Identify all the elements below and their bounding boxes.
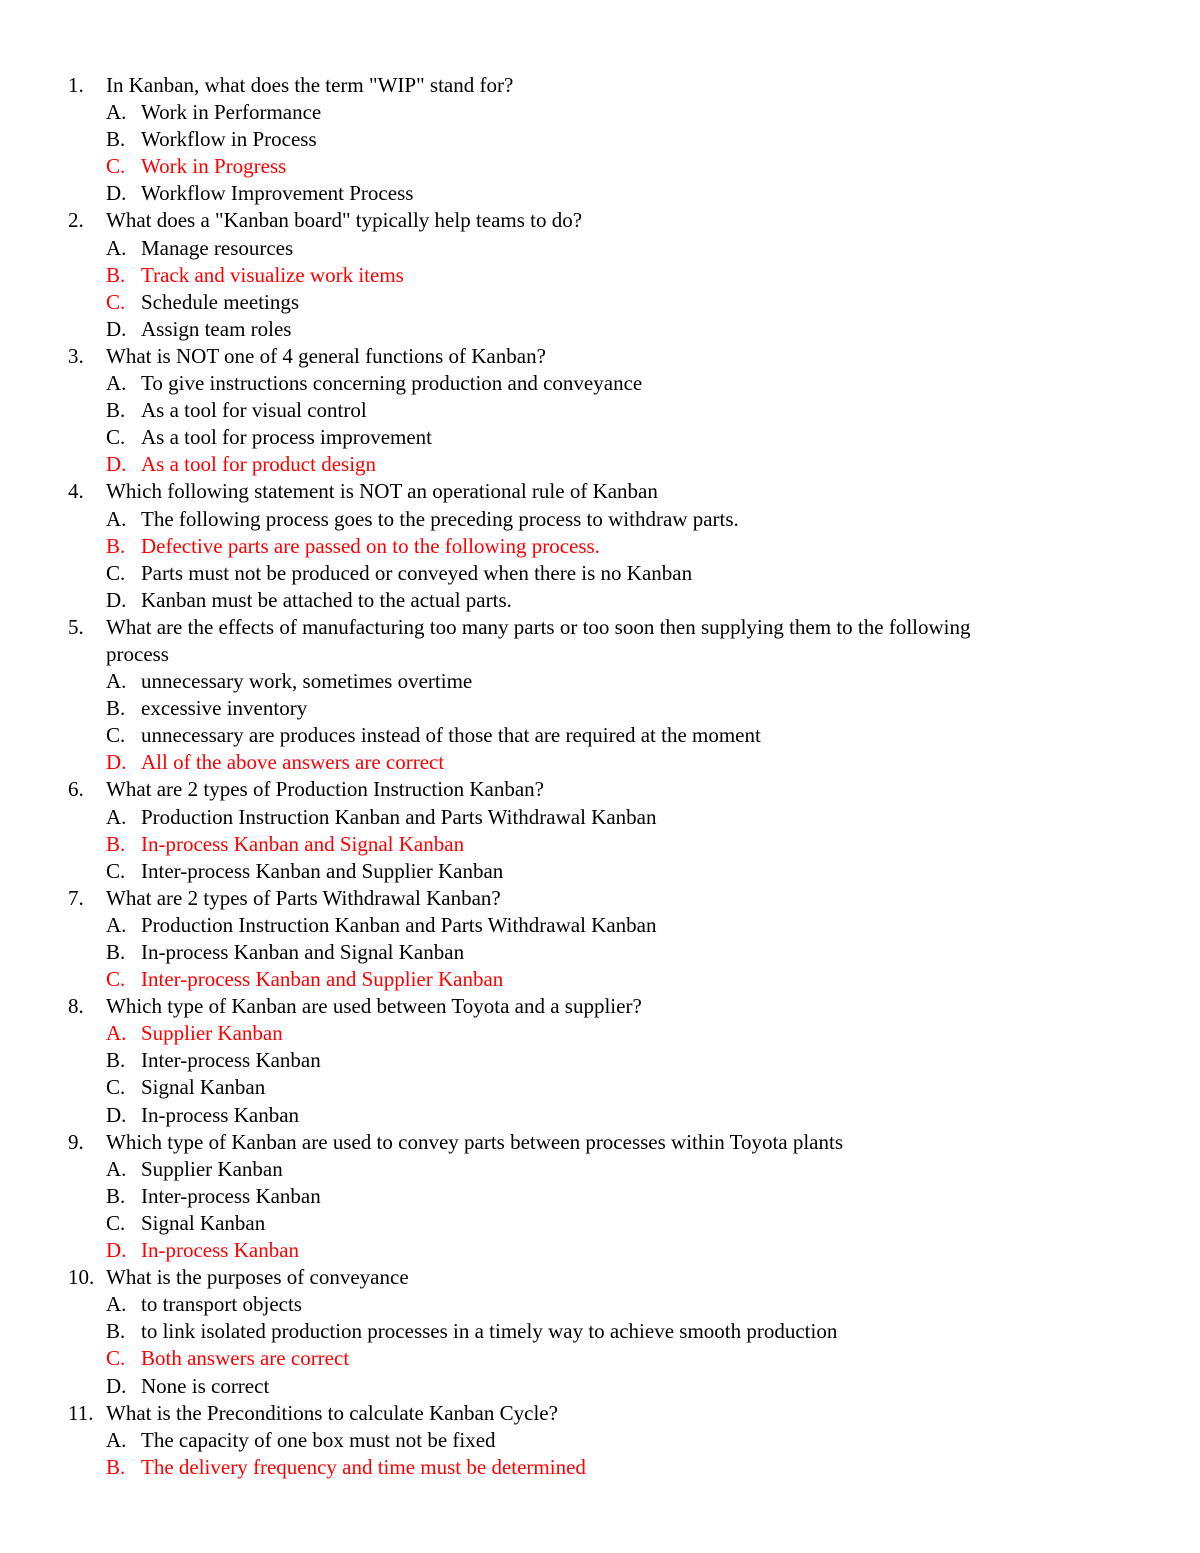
- question-line: [0, 207, 1200, 234]
- option-text: Workflow Improvement Process: [141, 181, 414, 206]
- option-text: In-process Kanban: [141, 1102, 300, 1127]
- option-line: [0, 1237, 1200, 1264]
- question-line: [0, 343, 1200, 370]
- option-text: In-process Kanban and Signal Kanban: [141, 940, 465, 964]
- option-letter: C.: [106, 289, 126, 314]
- option-text: In-process Kanban and Signal Kanban: [141, 831, 465, 856]
- question-number: 9.: [68, 1129, 84, 1154]
- option-line: [0, 587, 1200, 614]
- question-number: 10.: [68, 1265, 95, 1290]
- option-letter: D.: [106, 1102, 127, 1127]
- option-line: [0, 912, 1200, 939]
- option-letter: B.: [106, 1183, 126, 1208]
- option-line: [0, 1373, 1200, 1400]
- question-line: [0, 776, 1200, 803]
- option-text: Inter-process Kanban: [141, 1048, 321, 1073]
- option-line: [0, 1345, 1200, 1372]
- option-text: Signal Kanban: [141, 1210, 266, 1235]
- option-letter: D.: [106, 750, 127, 775]
- question-number: 2.: [68, 208, 84, 233]
- option-line: [0, 397, 1200, 424]
- option-text: The following process goes to the preceding process to withdraw parts.: [141, 506, 739, 531]
- option-letter: B.: [106, 398, 126, 423]
- option-letter: A.: [106, 669, 127, 694]
- option-text: Workflow in Process: [141, 127, 317, 152]
- option-line: [0, 1427, 1200, 1454]
- option-line: [0, 262, 1200, 289]
- option-line: [0, 1183, 1200, 1210]
- question-line: [0, 1264, 1200, 1291]
- question-text: process: [106, 641, 169, 666]
- option-line: [0, 1020, 1200, 1047]
- option-text: The capacity of one box must not be fixed: [141, 1427, 496, 1452]
- option-letter: A.: [106, 1156, 127, 1181]
- option-letter: A.: [106, 1292, 127, 1317]
- option-letter: C.: [106, 560, 126, 585]
- option-line: [0, 749, 1200, 776]
- option-text: As a tool for product design: [141, 452, 377, 477]
- option-text: Both answers are correct: [141, 1346, 350, 1371]
- option-letter: D.: [106, 181, 127, 206]
- option-text: The delivery frequency and time must be determined: [141, 1454, 586, 1479]
- option-text: Production Instruction Kanban and Parts Withdrawal Kanban: [141, 804, 657, 829]
- question-text: Which type of Kanban are used between Toyota and a supplier?: [106, 994, 642, 1019]
- option-line: [0, 235, 1200, 262]
- option-letter: B.: [106, 533, 126, 558]
- option-text: to link isolated production processes in a timely way to achieve smooth production: [141, 1319, 838, 1344]
- option-line: [0, 966, 1200, 993]
- option-line: [0, 126, 1200, 153]
- question-text: What is NOT one of 4 general functions of Kanban?: [106, 343, 546, 368]
- option-letter: C.: [106, 1346, 126, 1371]
- option-letter: C.: [106, 425, 126, 450]
- question-text: Which following statement is NOT an operational rule of Kanban: [106, 479, 658, 504]
- option-letter: D.: [106, 316, 127, 341]
- quiz-document: [0, 72, 1200, 1481]
- option-text: Inter-process Kanban and Supplier Kanban: [141, 967, 504, 992]
- option-line: [0, 153, 1200, 180]
- option-letter: A.: [106, 1427, 127, 1452]
- option-line: [0, 831, 1200, 858]
- option-text: In-process Kanban: [141, 1238, 300, 1263]
- option-text: Schedule meetings: [141, 289, 300, 314]
- option-text: Work in Progress: [141, 154, 287, 179]
- option-letter: A.: [106, 506, 127, 531]
- option-text: Signal Kanban: [141, 1075, 266, 1100]
- question-text: What are 2 types of Production Instruction Kanban?: [106, 777, 544, 802]
- option-letter: D.: [106, 587, 127, 612]
- option-letter: D.: [106, 1373, 127, 1398]
- option-text: Assign team roles: [141, 316, 292, 341]
- option-letter: C.: [106, 1075, 126, 1100]
- option-line: [0, 1291, 1200, 1318]
- question-text: What does a "Kanban board" typically help teams to do?: [106, 208, 583, 233]
- option-line: [0, 1318, 1200, 1345]
- option-text: Kanban must be attached to the actual parts.: [141, 587, 512, 612]
- option-letter: D.: [106, 452, 127, 477]
- question-number: 8.: [68, 994, 84, 1019]
- option-line: [0, 316, 1200, 343]
- option-text: unnecessary are produces instead of those that are required at the moment: [141, 723, 761, 748]
- option-text: Work in Performance: [141, 100, 322, 125]
- option-line: [0, 451, 1200, 478]
- option-line: [0, 506, 1200, 533]
- option-letter: B.: [106, 127, 126, 152]
- option-letter: B.: [106, 262, 126, 287]
- option-letter: B.: [106, 1048, 126, 1073]
- question-line: [0, 614, 1200, 641]
- option-line: [0, 289, 1200, 316]
- option-text: Inter-process Kanban: [141, 1183, 321, 1208]
- option-letter: A.: [106, 912, 127, 937]
- option-text: Production Instruction Kanban and Parts Withdrawal Kanban: [141, 912, 657, 937]
- question-number: 11.: [68, 1400, 94, 1425]
- question-text: What is the purposes of conveyance: [106, 1265, 409, 1290]
- option-text: Manage resources: [141, 235, 294, 260]
- option-text: As a tool for process improvement: [141, 425, 433, 450]
- option-letter: A.: [106, 100, 127, 125]
- question-number: 4.: [68, 479, 84, 504]
- option-text: Defective parts are passed on to the following process.: [141, 533, 600, 558]
- option-line: [0, 180, 1200, 207]
- option-line: [0, 533, 1200, 560]
- option-line: [0, 1074, 1200, 1101]
- option-line: [0, 1454, 1200, 1481]
- option-letter: B.: [106, 1454, 126, 1479]
- option-letter: A.: [106, 804, 127, 829]
- option-line: [0, 722, 1200, 749]
- option-letter: C.: [106, 154, 126, 179]
- option-letter: B.: [106, 940, 126, 964]
- question-line: [0, 1129, 1200, 1156]
- question-line: [0, 1400, 1200, 1427]
- option-line: [0, 370, 1200, 397]
- option-line: [0, 560, 1200, 587]
- option-letter: C.: [106, 723, 126, 748]
- question-number: 6.: [68, 777, 84, 802]
- option-line: [0, 668, 1200, 695]
- option-text: Track and visualize work items: [141, 262, 404, 287]
- option-text: All of the above answers are correct: [141, 750, 445, 775]
- option-letter: C.: [106, 1210, 126, 1235]
- option-text: Supplier Kanban: [141, 1156, 283, 1181]
- option-line: [0, 1210, 1200, 1237]
- question-number: 3.: [68, 343, 84, 368]
- question-text: Which type of Kanban are used to convey parts between processes within Toyota plants: [106, 1129, 844, 1154]
- option-letter: C.: [106, 967, 126, 992]
- question-line: [0, 993, 1200, 1020]
- option-letter: C.: [106, 858, 126, 883]
- option-letter: A.: [106, 235, 127, 260]
- option-text: to transport objects: [141, 1292, 302, 1317]
- question-line: [0, 478, 1200, 505]
- option-line: [0, 695, 1200, 722]
- option-line: [0, 1047, 1200, 1074]
- question-text: In Kanban, what does the term "WIP" stand for?: [106, 73, 514, 97]
- option-text: excessive inventory: [141, 696, 308, 721]
- option-text: To give instructions concerning production and conveyance: [141, 371, 643, 396]
- option-letter: A.: [106, 371, 127, 396]
- option-line: [0, 858, 1200, 885]
- option-line: [0, 99, 1200, 126]
- option-line: [0, 1156, 1200, 1183]
- question-line: [0, 72, 1200, 99]
- option-letter: B.: [106, 1319, 126, 1344]
- option-text: As a tool for visual control: [141, 398, 367, 423]
- question-line: [0, 641, 1200, 668]
- question-text: What are the effects of manufacturing too many parts or too soon then supplying them to the following: [106, 614, 971, 639]
- question-number: 5.: [68, 614, 84, 639]
- question-line: [0, 885, 1200, 912]
- option-letter: B.: [106, 831, 126, 856]
- option-line: [0, 424, 1200, 451]
- question-number: 1.: [68, 73, 84, 97]
- question-text: What is the Preconditions to calculate Kanban Cycle?: [106, 1400, 558, 1425]
- option-letter: D.: [106, 1238, 127, 1263]
- option-text: None is correct: [141, 1373, 270, 1398]
- option-text: unnecessary work, sometimes overtime: [141, 669, 473, 694]
- option-text: Parts must not be produced or conveyed when there is no Kanban: [141, 560, 693, 585]
- option-text: Supplier Kanban: [141, 1021, 283, 1046]
- option-line: [0, 804, 1200, 831]
- option-line: [0, 1102, 1200, 1129]
- option-letter: A.: [106, 1021, 127, 1046]
- option-line: [0, 939, 1200, 966]
- question-number: 7.: [68, 885, 84, 910]
- question-text: What are 2 types of Parts Withdrawal Kanban?: [106, 885, 501, 910]
- option-letter: B.: [106, 696, 126, 721]
- option-text: Inter-process Kanban and Supplier Kanban: [141, 858, 504, 883]
